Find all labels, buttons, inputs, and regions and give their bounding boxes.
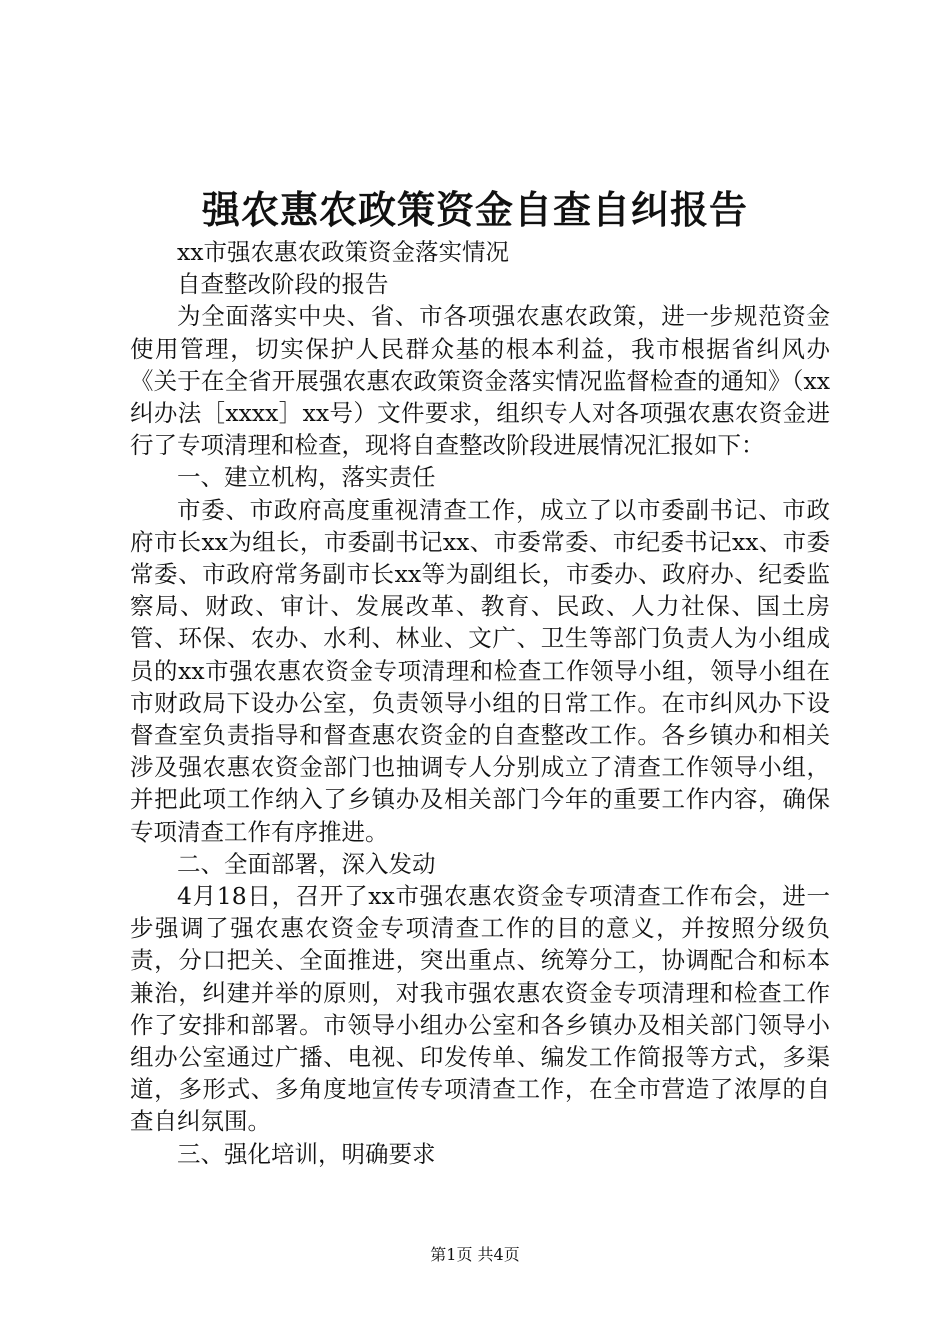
section-heading-3: 三、强化培训，明确要求: [177, 1139, 436, 1168]
section-heading-2: 二、全面部署，深入发动: [177, 849, 436, 878]
page-footer: 第1页 共4页: [430, 1245, 520, 1264]
intro-paragraph: 为全面落实中央、省、市各项强农惠农政策，进一步规范资金使用管理，切实保护人民群众基的根本利益，我市根据省纠风办《关于在全省开展强农惠农政策资金落实情况监督检查的通知》（xx纠办法［xxxx］xx号）文件要求，组织专人对各项强农惠农资金进行了专项清理和检查，现将自查整改阶段进展情况汇报如下：: [130, 302, 830, 460]
document-body: [130, 236, 830, 1170]
document-title: 强农惠农政策资金自查自纠报告: [201, 188, 748, 232]
subtitle-line-2: 自查整改阶段的报告: [177, 270, 389, 299]
section-1-paragraph: 市委、市政府高度重视清查工作，成立了以市委副书记、市政府市长xx为组长，市委副书记xx、市委常委、市纪委书记xx、市委常委、市政府常务副市长xx等为副组长，市委办、政府办、纪委监察局、财政、审计、发展改革、教育、民政、人力社保、国土房管、环保、农办、水利、林业、文广、卫生等部门负责人为小组成员的xx市强农惠农资金专项清理和检查工作领导小组，领导小组在市财政局下设办公室，负责领导小组的日常工作。在市纠风办下设督查室负责指导和督查惠农资金的自查整改工作。各乡镇办和相关涉及强农惠农资金部门也抽调专人分别成立了清查工作领导小组，并把此项工作纳入了乡镇办及相关部门今年的重要工作内容，确保专项清查工作有序推进。: [130, 495, 830, 846]
section-2-paragraph: 4月18日，召开了xx市强农惠农资金专项清查工作布会，进一步强调了强农惠农资金专项清查工作的目的意义，并按照分级负责，分口把关、全面推进，突出重点、统筹分工，协调配合和标本兼治，纠建并举的原则，对我市强农惠农资金专项清理和检查工作作了安排和部署。市领导小组办公室和各乡镇办及相关部门领导小组办公室通过广播、电视、印发传单、编发工作简报等方式，多渠道，多形式、多角度地宣传专项清查工作，在全市营造了浓厚的自查自纠氛围。: [130, 882, 830, 1136]
section-heading-1: 一、建立机构，落实责任: [177, 463, 436, 492]
subtitle-line-1: xx市强农惠农政策资金落实情况: [177, 238, 510, 266]
